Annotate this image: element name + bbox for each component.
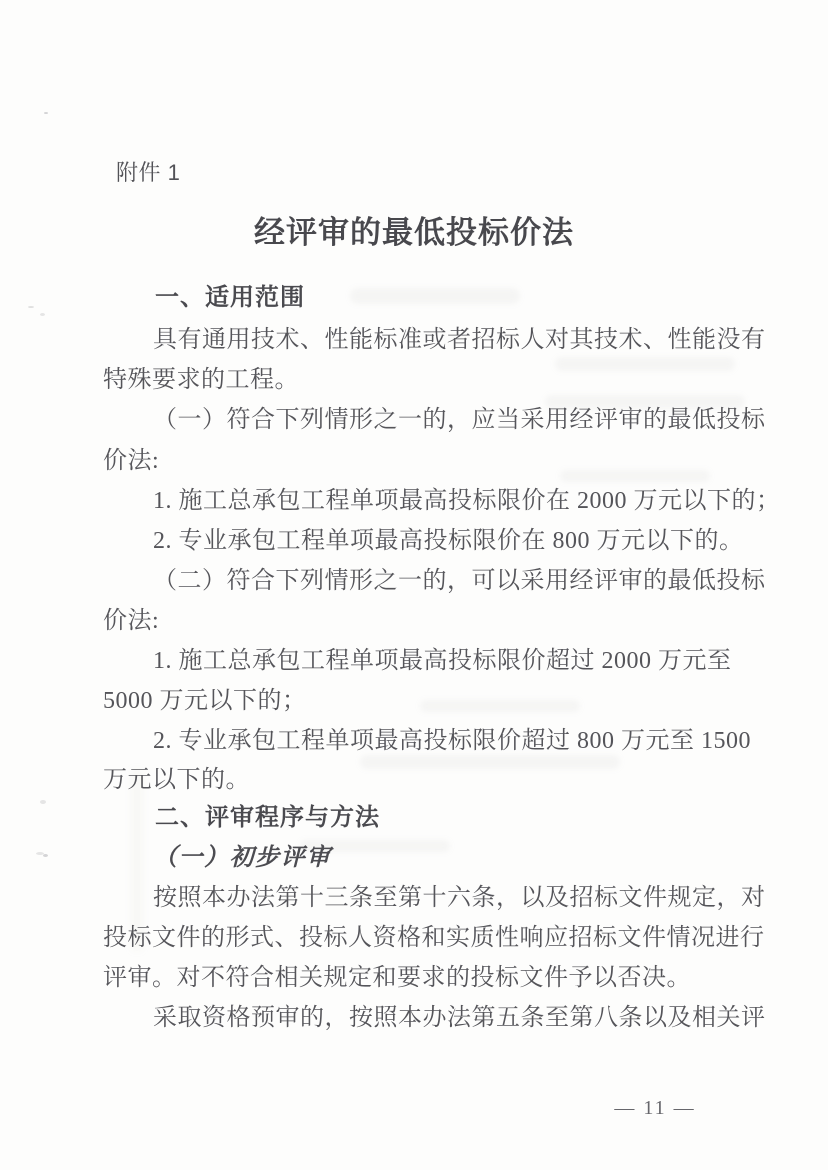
- body-line: 特殊要求的工程。: [103, 367, 299, 393]
- body-line: 价法:: [103, 608, 160, 634]
- body-line: 采取资格预审的，按照本办法第五条至第八条以及相关评: [153, 1005, 766, 1031]
- section-heading-procedure: 二、评审程序与方法: [155, 804, 380, 831]
- scan-speck: [40, 800, 46, 804]
- document-title: 经评审的最低投标价法: [254, 215, 574, 250]
- list-item-line: 2. 专业承包工程单项最高投标限价在 800 万元以下的。: [153, 528, 744, 554]
- list-item-line: 万元以下的。: [103, 767, 250, 793]
- list-item-line: 1. 施工总承包工程单项最高投标限价超过 2000 万元至: [153, 648, 732, 674]
- scan-speck: [40, 313, 45, 316]
- body-line: 评审。对不符合相关规定和要求的投标文件予以否决。: [103, 965, 691, 991]
- subsection-heading-preliminary-review: （一）初步评审: [153, 845, 332, 871]
- scan-speck: [44, 112, 48, 114]
- body-line: 价法:: [103, 448, 160, 474]
- body-line: 具有通用技术、性能标准或者招标人对其技术、性能没有: [153, 327, 766, 353]
- section-heading-scope: 一、适用范围: [155, 284, 305, 311]
- list-item-line: 5000 万元以下的；: [103, 688, 307, 714]
- scan-fold-mark: [132, 770, 142, 950]
- body-line: 投标文件的形式、投标人资格和实质性响应招标文件情况进行: [103, 925, 765, 951]
- attachment-label: 附件 1: [116, 160, 181, 185]
- list-item-line: 1. 施工总承包工程单项最高投标限价在 2000 万元以下的；: [153, 488, 781, 514]
- list-item-line: 2. 专业承包工程单项最高投标限价超过 800 万元至 1500: [153, 728, 751, 754]
- scan-smudge: [555, 357, 735, 371]
- scan-smudge: [350, 288, 520, 304]
- body-line: 按照本办法第十三条至第十六条，以及招标文件规定，对: [153, 885, 766, 911]
- body-line: （一）符合下列情形之一的，应当采用经评审的最低投标: [153, 407, 766, 433]
- page-number: — 11 —: [614, 1097, 696, 1119]
- scan-speck: [28, 306, 34, 308]
- scan-smudge: [360, 755, 620, 769]
- scan-smudge: [420, 700, 580, 712]
- scan-speck: [43, 854, 48, 857]
- body-line: （二）符合下列情形之一的，可以采用经评审的最低投标: [153, 568, 766, 594]
- scan-smudge: [560, 470, 710, 482]
